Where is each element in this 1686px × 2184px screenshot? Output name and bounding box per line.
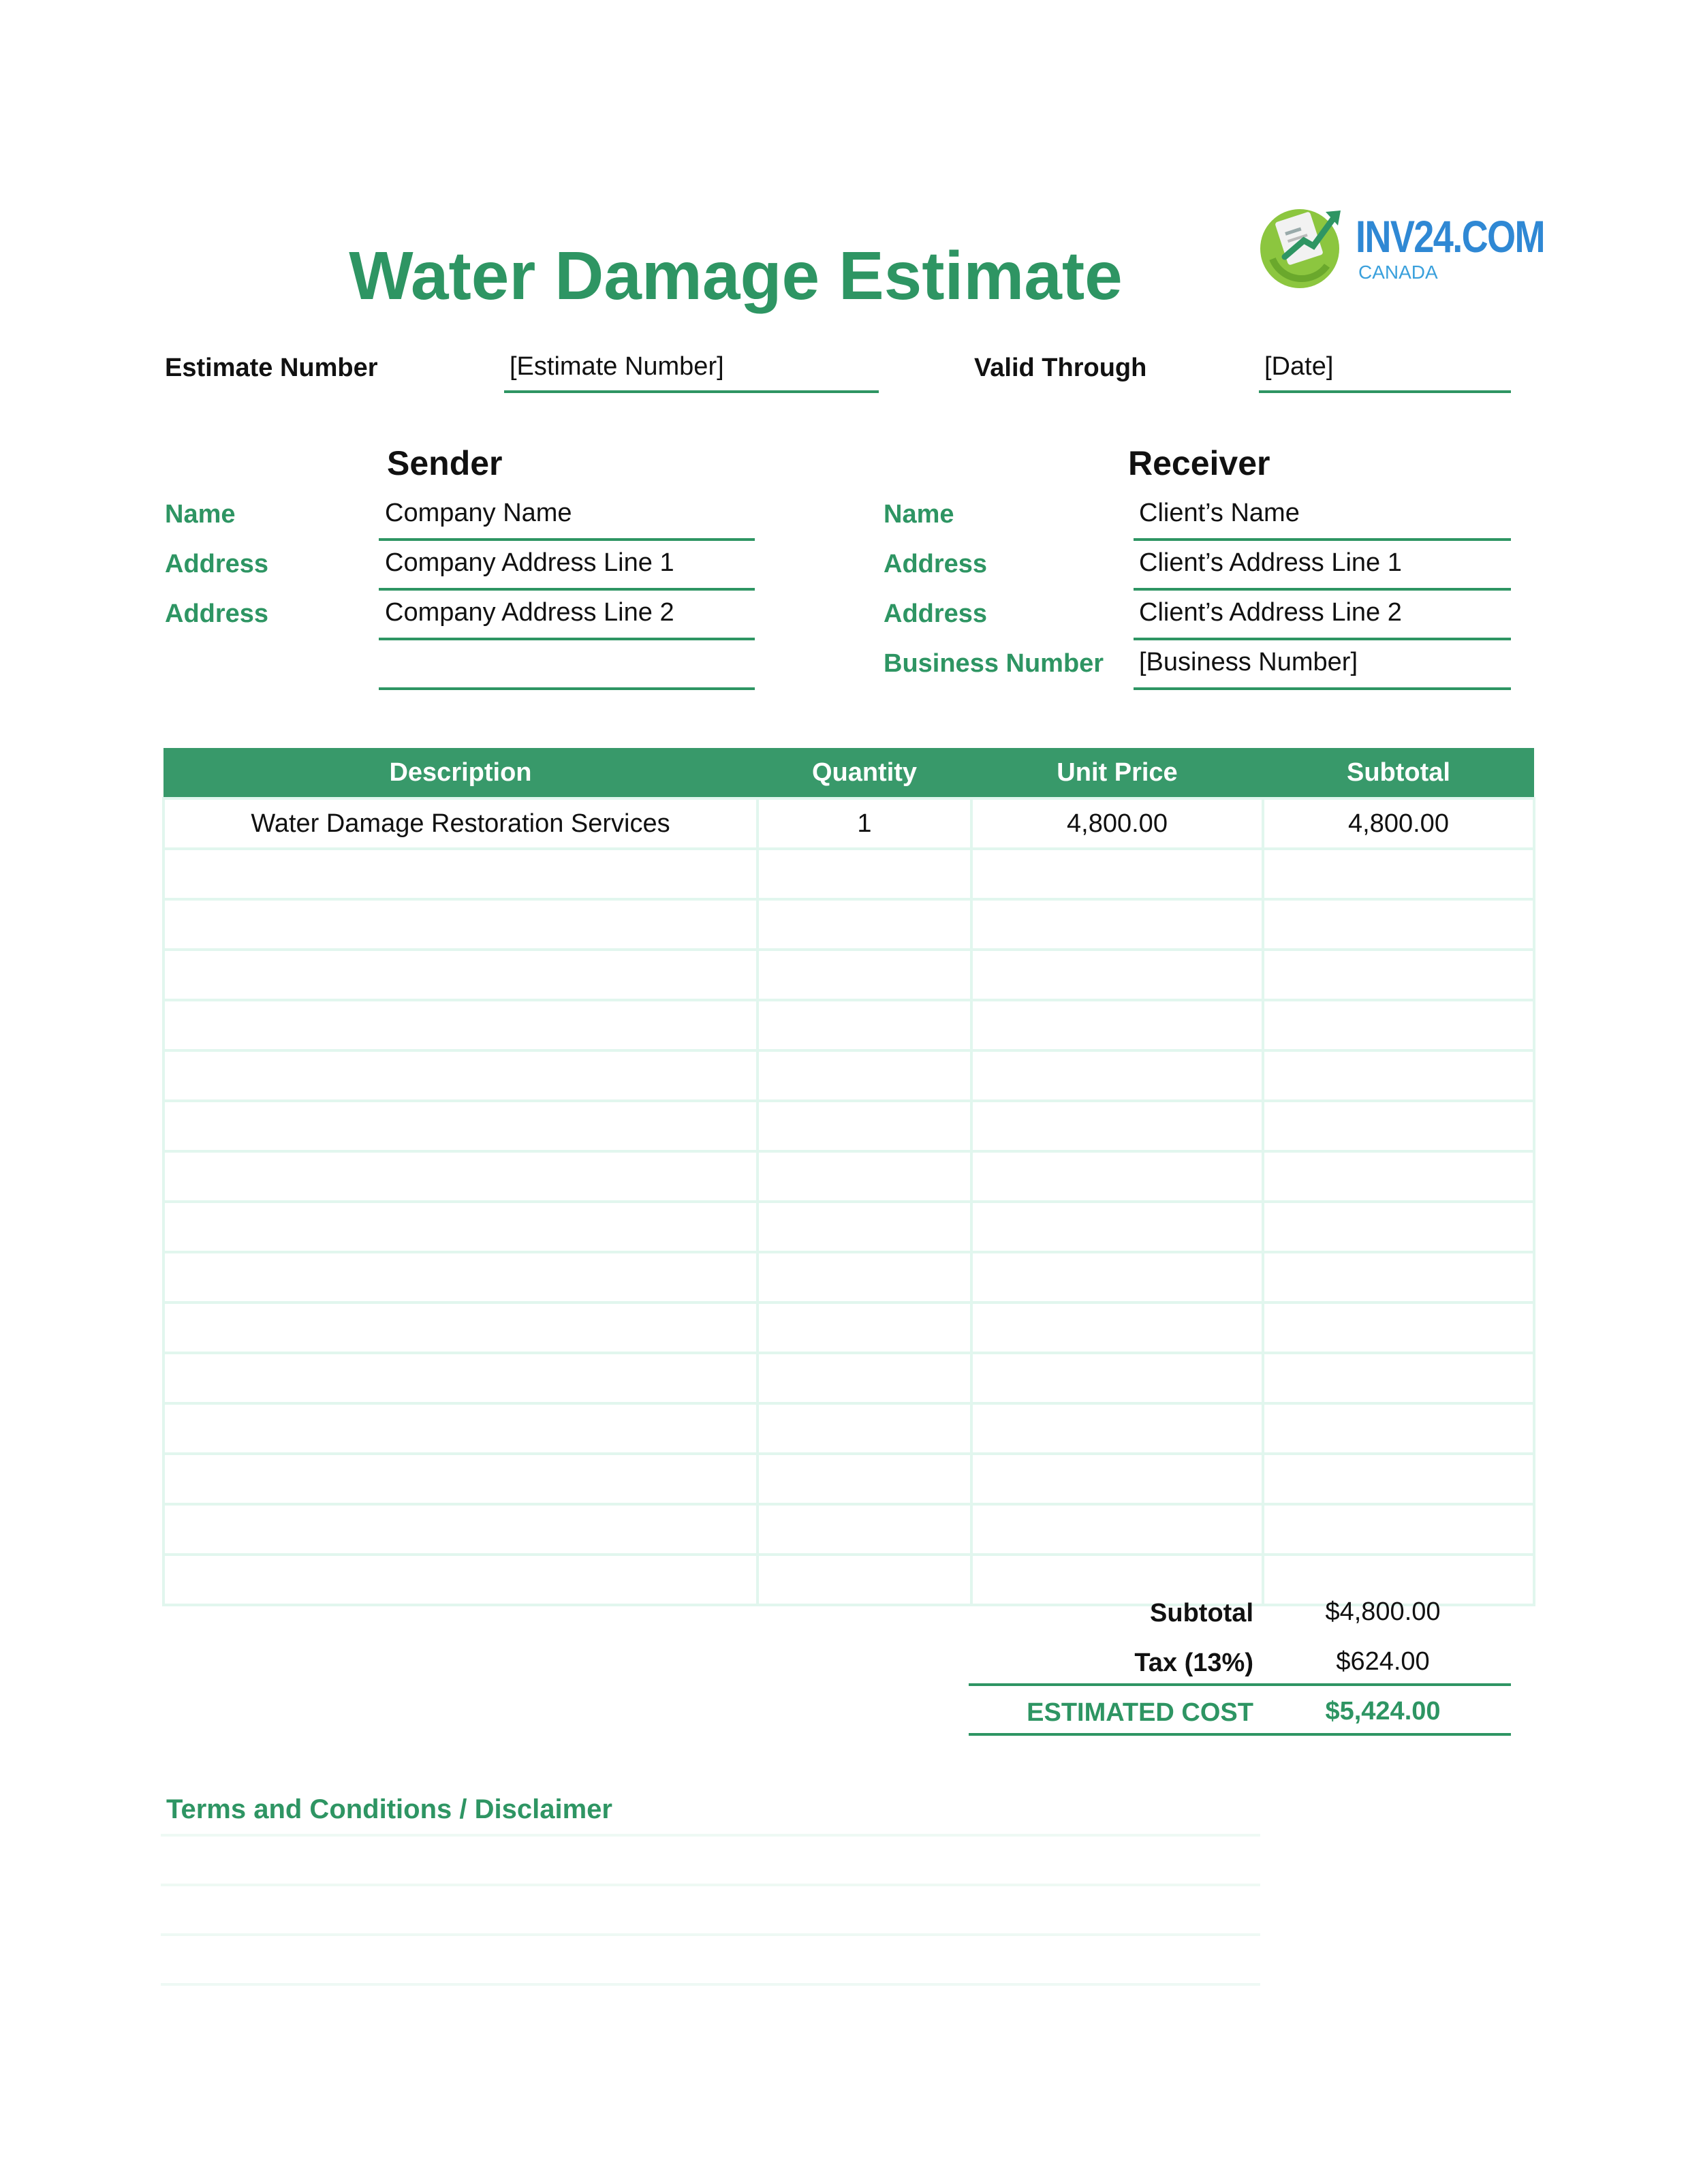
divider (1259, 390, 1511, 393)
cell-unit-price[interactable] (971, 1101, 1263, 1151)
estimated-cost-label: ESTIMATED COST (1027, 1698, 1253, 1727)
cell-description[interactable] (163, 1454, 758, 1504)
divider (1134, 588, 1511, 591)
table-row (163, 950, 1534, 1000)
divider (504, 390, 879, 393)
receiver-address1-field[interactable]: Client’s Address Line 1 (1139, 548, 1402, 577)
cell-quantity[interactable] (758, 1151, 971, 1202)
cell-unit-price[interactable] (971, 899, 1263, 950)
cell-unit-price[interactable]: 4,800.00 (971, 798, 1263, 849)
divider (379, 638, 755, 640)
valid-through-field[interactable]: [Date] (1264, 352, 1334, 381)
sender-name-label: Name (165, 500, 236, 529)
receiver-business-field[interactable]: [Business Number] (1139, 648, 1358, 676)
table-row (163, 1101, 1534, 1151)
receiver-business-label: Business Number (884, 649, 1104, 678)
estimate-number-label: Estimate Number (165, 354, 378, 382)
sender-address1-label: Address (165, 550, 269, 578)
table-row (163, 1252, 1534, 1302)
cell-subtotal[interactable] (1263, 1504, 1534, 1555)
cell-description[interactable] (163, 1050, 758, 1101)
cell-quantity[interactable] (758, 1252, 971, 1302)
divider (1134, 638, 1511, 640)
divider (379, 588, 755, 591)
cell-description[interactable] (163, 1000, 758, 1050)
logo-brand: INV24.COM (1356, 211, 1544, 262)
cell-quantity[interactable] (758, 1000, 971, 1050)
receiver-name-label: Name (884, 500, 954, 529)
table-row (163, 849, 1534, 899)
sender-extra-field-line[interactable] (379, 687, 755, 690)
sender-address2-label: Address (165, 599, 269, 628)
cell-description[interactable] (163, 1151, 758, 1202)
sender-name-field[interactable]: Company Name (385, 499, 572, 527)
table-row (163, 899, 1534, 950)
tax-label: Tax (13%) (1134, 1649, 1253, 1677)
cell-subtotal[interactable] (1263, 1252, 1534, 1302)
cell-subtotal[interactable] (1263, 950, 1534, 1000)
cell-quantity[interactable] (758, 1454, 971, 1504)
cell-description[interactable] (163, 849, 758, 899)
cell-subtotal[interactable] (1263, 1202, 1534, 1252)
cell-subtotal[interactable] (1263, 849, 1534, 899)
divider (969, 1733, 1511, 1736)
col-header-description: Description (163, 748, 758, 798)
sender-address1-field[interactable]: Company Address Line 1 (385, 548, 674, 577)
cell-unit-price[interactable] (971, 1252, 1263, 1302)
col-header-quantity: Quantity (758, 748, 971, 798)
sender-heading: Sender (387, 444, 503, 482)
cell-quantity[interactable] (758, 849, 971, 899)
cell-unit-price[interactable] (971, 1050, 1263, 1101)
cell-description[interactable] (163, 1353, 758, 1403)
items-table (162, 748, 1535, 1606)
terms-line-1[interactable] (161, 1834, 1260, 1837)
table-header-row (163, 748, 1534, 798)
cell-quantity[interactable]: 1 (758, 798, 971, 849)
cell-unit-price[interactable] (971, 1504, 1263, 1555)
cell-description[interactable] (163, 1555, 758, 1605)
cell-quantity[interactable] (758, 1504, 971, 1555)
receiver-address2-label: Address (884, 599, 988, 628)
invoice-growth-arrow-icon (1259, 201, 1347, 290)
cell-quantity[interactable] (758, 1050, 971, 1101)
estimate-number-field[interactable]: [Estimate Number] (510, 352, 724, 381)
table-row (163, 1050, 1534, 1101)
table-row (163, 1353, 1534, 1403)
divider (379, 538, 755, 541)
cell-subtotal[interactable] (1263, 1151, 1534, 1202)
valid-through-label: Valid Through (974, 354, 1147, 382)
terms-line-2[interactable] (161, 1884, 1260, 1886)
table-row (163, 1504, 1534, 1555)
cell-subtotal[interactable] (1263, 899, 1534, 950)
table-row (163, 1454, 1534, 1504)
logo-region: CANADA (1358, 262, 1438, 283)
divider (1134, 538, 1511, 541)
divider (1134, 687, 1511, 690)
cell-subtotal[interactable] (1263, 1353, 1534, 1403)
cell-unit-price[interactable] (971, 1000, 1263, 1050)
cell-unit-price[interactable] (971, 849, 1263, 899)
tax-value: $624.00 (1336, 1647, 1430, 1676)
divider (969, 1683, 1511, 1686)
table-row (163, 1403, 1534, 1454)
cell-subtotal[interactable]: 4,800.00 (1263, 798, 1534, 849)
cell-unit-price[interactable] (971, 950, 1263, 1000)
cell-description[interactable] (163, 950, 758, 1000)
cell-unit-price[interactable] (971, 1302, 1263, 1353)
cell-description[interactable] (163, 1101, 758, 1151)
cell-unit-price[interactable] (971, 1403, 1263, 1454)
table-row (163, 1202, 1534, 1252)
receiver-heading: Receiver (1128, 444, 1270, 482)
subtotal-label: Subtotal (1150, 1599, 1253, 1627)
cell-subtotal[interactable] (1263, 1000, 1534, 1050)
cell-unit-price[interactable] (971, 1202, 1263, 1252)
cell-subtotal[interactable] (1263, 1302, 1534, 1353)
cell-subtotal[interactable] (1263, 1403, 1534, 1454)
col-header-subtotal: Subtotal (1263, 748, 1534, 798)
terms-heading: Terms and Conditions / Disclaimer (166, 1794, 612, 1824)
cell-description[interactable] (163, 1252, 758, 1302)
cell-description[interactable]: Water Damage Restoration Services (163, 798, 758, 849)
cell-quantity[interactable] (758, 899, 971, 950)
page-title: Water Damage Estimate (349, 238, 1123, 314)
cell-quantity[interactable] (758, 1555, 971, 1605)
cell-subtotal[interactable] (1263, 1454, 1534, 1504)
terms-line-4[interactable] (161, 1983, 1260, 1986)
receiver-address1-label: Address (884, 550, 988, 578)
cell-quantity[interactable] (758, 1403, 971, 1454)
receiver-address2-field[interactable]: Client’s Address Line 2 (1139, 598, 1402, 627)
cell-subtotal[interactable] (1263, 1101, 1534, 1151)
sender-address2-field[interactable]: Company Address Line 2 (385, 598, 674, 627)
cell-unit-price[interactable] (971, 1555, 1263, 1605)
cell-quantity[interactable] (758, 1202, 971, 1252)
subtotal-value: $4,800.00 (1325, 1597, 1441, 1626)
table-row (163, 1302, 1534, 1353)
col-header-unit-price: Unit Price (971, 748, 1263, 798)
cell-quantity[interactable] (758, 1353, 971, 1403)
cell-unit-price[interactable] (971, 1353, 1263, 1403)
cell-description[interactable] (163, 1302, 758, 1353)
table-row (163, 1151, 1534, 1202)
cell-quantity[interactable] (758, 1302, 971, 1353)
table-row (163, 798, 1534, 849)
cell-quantity[interactable] (758, 950, 971, 1000)
table-row (163, 1000, 1534, 1050)
receiver-name-field[interactable]: Client’s Name (1139, 499, 1300, 527)
cell-subtotal[interactable] (1263, 1050, 1534, 1101)
cell-quantity[interactable] (758, 1101, 971, 1151)
terms-line-3[interactable] (161, 1933, 1260, 1936)
cell-unit-price[interactable] (971, 1151, 1263, 1202)
cell-description[interactable] (163, 1403, 758, 1454)
estimated-cost-value: $5,424.00 (1325, 1697, 1441, 1726)
cell-description[interactable] (163, 1504, 758, 1555)
cell-description[interactable] (163, 1202, 758, 1252)
cell-description[interactable] (163, 899, 758, 950)
cell-unit-price[interactable] (971, 1454, 1263, 1504)
